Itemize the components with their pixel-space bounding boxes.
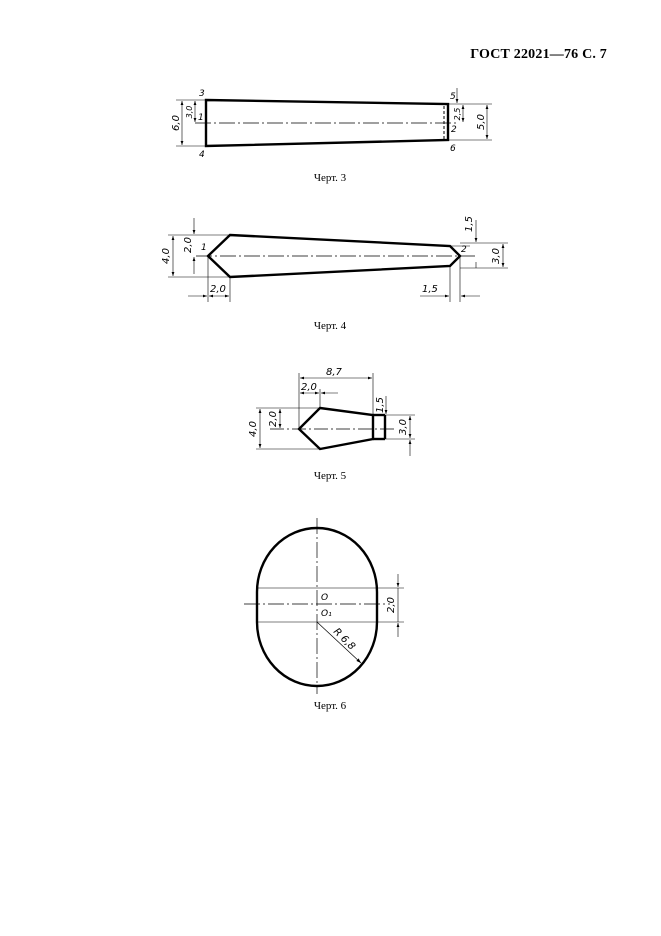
fig4-caption: Черт. 4 (313, 320, 347, 332)
fig6-label-o1: O₁ (321, 609, 332, 619)
fig6-caption: Черт. 6 (313, 700, 347, 712)
fig6-label-o: O (321, 593, 329, 603)
fig3-dim-right-outer-label: 5,0 (476, 114, 487, 130)
fig4-point-2: 2 (461, 245, 467, 255)
fig4-point-1: 1 (201, 243, 207, 253)
fig4-dim-right-top-label: 1,5 (464, 216, 475, 232)
fig3-caption: Черт. 3 (313, 172, 347, 184)
figure-5 (248, 367, 415, 456)
fig3-point-3: 3 (199, 89, 205, 99)
fig5-dim-left-inner-label: 2,0 (268, 411, 279, 427)
fig5-dim-right-top-label: 1,5 (375, 397, 386, 413)
fig4-dim-bottom-left-label: 2,0 (210, 284, 226, 295)
fig4-dim-left-outer-label: 4,0 (161, 248, 172, 264)
fig3-point-6: 6 (450, 144, 456, 154)
fig3-point-4: 4 (199, 150, 205, 160)
figure-6 (244, 518, 404, 694)
fig3-dim-right-inner-label: 2,5 (453, 107, 462, 121)
page-header: ГОСТ 22021—76 С. 7 (470, 47, 607, 62)
fig5-caption: Черт. 5 (313, 470, 347, 482)
fig4-dim-bottom-right-label: 1,5 (422, 284, 438, 295)
fig5-dim-top-inner-label: 2,0 (301, 382, 317, 393)
fig3-point-1: 1 (198, 113, 204, 123)
fig6-radius-label: R 6,8 (330, 626, 358, 653)
fig5-outline (299, 408, 373, 449)
fig4-dim-left-inner-label: 2,0 (183, 237, 194, 253)
fig4-dim-right-side-label: 3,0 (491, 248, 502, 264)
fig6-dim-side-label: 2,0 (386, 597, 397, 613)
fig3-point-5: 5 (450, 92, 456, 102)
figure-3 (171, 88, 492, 160)
fig5-dim-right-side-label: 3,0 (398, 419, 409, 435)
fig3-point-2: 2 (451, 125, 457, 135)
fig5-dim-top-total-label: 8,7 (326, 367, 342, 378)
figure-4 (161, 216, 508, 302)
fig3-dim-left-outer-label: 6,0 (171, 115, 182, 131)
fig3-dim-left-inner-label: 3,0 (185, 105, 194, 119)
fig5-dim-left-outer-label: 4,0 (248, 421, 259, 437)
